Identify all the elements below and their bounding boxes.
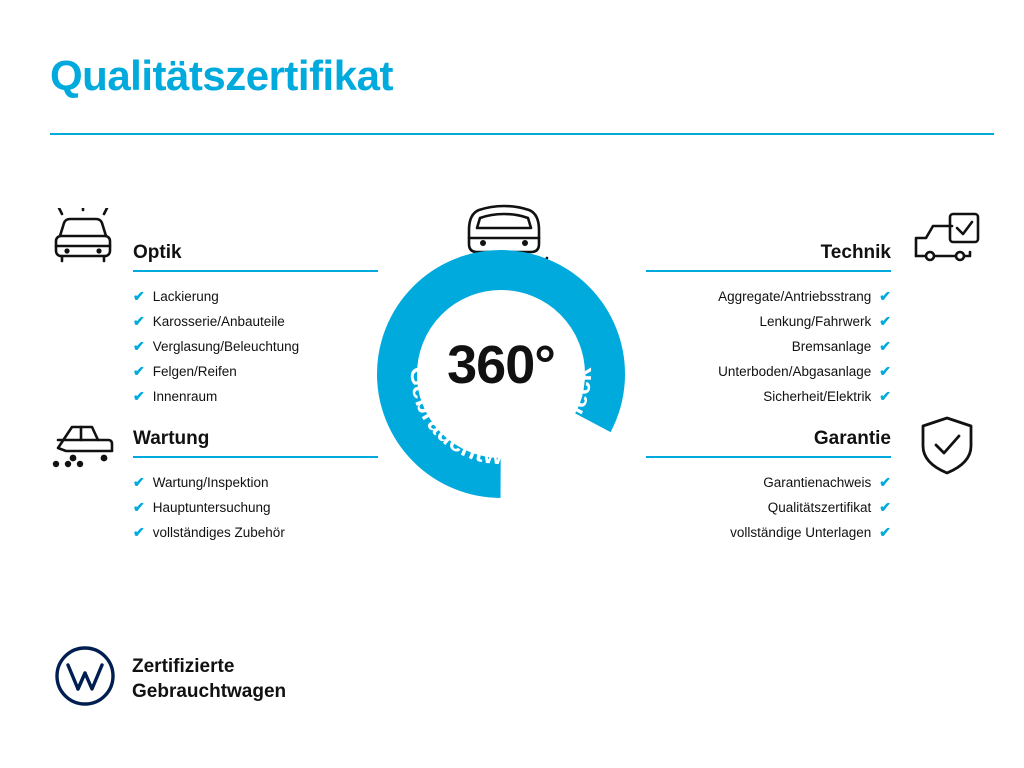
list-item-label: Sicherheit/Elektrik — [763, 389, 872, 404]
section-technik-header — [646, 232, 891, 272]
list-item — [133, 284, 378, 309]
title-divider — [50, 133, 994, 135]
list-item-label: Lackierung — [152, 289, 219, 304]
list-item-label: Felgen/Reifen — [152, 364, 237, 379]
list-item-label: Garantienachweis — [763, 475, 872, 490]
car-lift-service-icon — [48, 418, 118, 483]
check-icon: ✔ — [879, 474, 891, 490]
section-technik-divider — [646, 270, 891, 272]
check-icon: ✔ — [879, 388, 891, 404]
curved-label: Gebrauchtwagen-Check — [404, 366, 598, 471]
check-icon: ✔ — [133, 474, 145, 490]
list-item — [133, 334, 378, 359]
section-optik-divider — [133, 270, 378, 272]
check-icon: ✔ — [879, 524, 891, 540]
list-item-label: Innenraum — [152, 389, 218, 404]
check-icon: ✔ — [879, 288, 891, 304]
list-item — [646, 470, 891, 495]
check-icon: ✔ — [879, 499, 891, 515]
list-item — [646, 334, 891, 359]
check-icon: ✔ — [879, 313, 891, 329]
list-item — [646, 359, 891, 384]
section-garantie-header — [646, 418, 891, 458]
shield-check-icon — [918, 415, 976, 482]
section-wartung-header — [133, 418, 378, 458]
section-optik-title: Optik — [133, 242, 182, 263]
check-icon: ✔ — [133, 363, 145, 379]
list-item-label: vollständiges Zubehör — [152, 525, 285, 540]
check-icon: ✔ — [133, 524, 145, 540]
list-item-label: Wartung/Inspektion — [152, 475, 269, 490]
list-item-label: Karosserie/Anbauteile — [152, 314, 285, 329]
page-title: Qualitätszertifikat — [50, 52, 393, 99]
check-icon: ✔ — [133, 338, 145, 354]
list-item — [646, 495, 891, 520]
list-item-label: Lenkung/Fahrwerk — [759, 314, 872, 329]
list-item-label: Hauptuntersuchung — [152, 500, 271, 515]
section-technik-list — [646, 284, 891, 409]
vw-logo-icon — [54, 645, 116, 712]
section-wartung-divider — [133, 456, 378, 458]
list-item-label: Qualitätszertifikat — [767, 500, 872, 515]
footer-line-2: Gebrauchtwagen — [132, 680, 287, 702]
section-optik — [133, 232, 378, 409]
list-item-label: vollständige Unterlagen — [730, 525, 872, 540]
list-item-label: Verglasung/Beleuchtung — [152, 339, 300, 354]
check-icon: ✔ — [133, 313, 145, 329]
list-item — [133, 495, 378, 520]
check-icon: ✔ — [879, 338, 891, 354]
section-garantie — [646, 418, 891, 545]
section-garantie-list — [646, 470, 891, 545]
list-item-label: Unterboden/Abgasanlage — [718, 364, 872, 379]
list-item-label: Bremsanlage — [791, 339, 872, 354]
check-icon: ✔ — [133, 388, 145, 404]
section-wartung — [133, 418, 378, 545]
section-optik-list — [133, 284, 378, 409]
list-item — [646, 309, 891, 334]
list-item — [133, 359, 378, 384]
check-icon: ✔ — [133, 499, 145, 515]
list-item — [646, 284, 891, 309]
car-front-shine-icon — [48, 208, 118, 273]
section-garantie-title: Garantie — [813, 428, 891, 449]
list-item — [646, 384, 891, 409]
car-checklist-icon — [910, 212, 982, 273]
list-item — [133, 520, 378, 545]
gebrauchtwagen-check-badge — [375, 200, 649, 500]
footer-text — [132, 654, 286, 704]
degrees-label: 360° — [447, 335, 555, 395]
check-icon: ✔ — [879, 363, 891, 379]
section-technik — [646, 232, 891, 409]
footer-brand — [54, 645, 286, 712]
section-wartung-title: Wartung — [133, 428, 210, 449]
list-item — [133, 384, 378, 409]
list-item — [133, 309, 378, 334]
section-wartung-list — [133, 470, 378, 545]
footer-line-1: Zertifizierte — [132, 655, 235, 677]
section-optik-header — [133, 232, 378, 272]
list-item — [646, 520, 891, 545]
list-item-label: Aggregate/Antriebsstrang — [718, 289, 872, 304]
section-technik-title: Technik — [820, 242, 891, 263]
list-item — [133, 470, 378, 495]
check-icon: ✔ — [133, 288, 145, 304]
section-garantie-divider — [646, 456, 891, 458]
